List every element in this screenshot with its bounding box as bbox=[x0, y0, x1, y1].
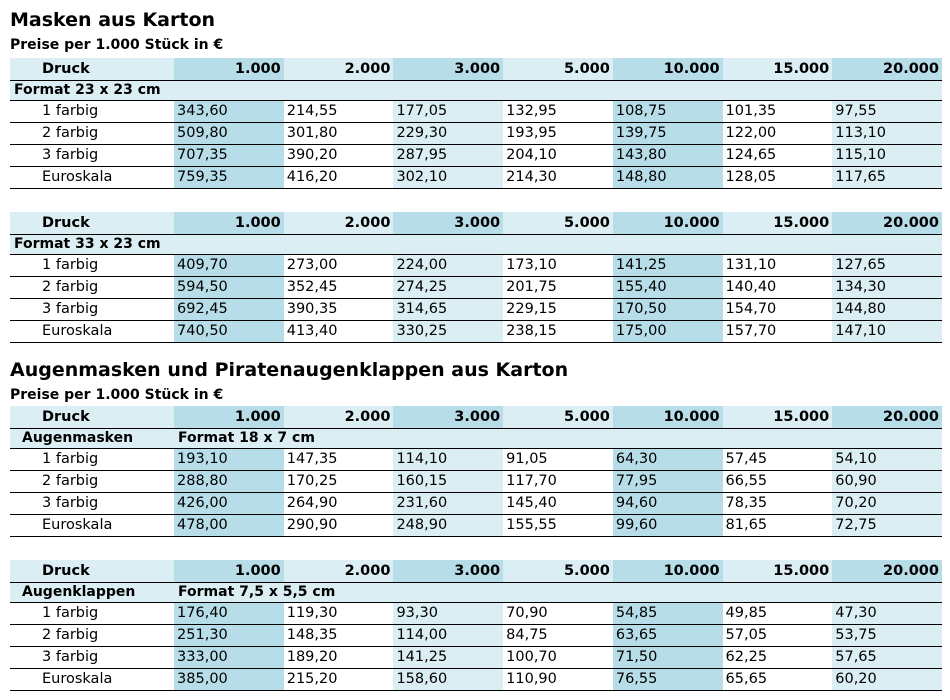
section-subtitle-eye-masks: Preise per 1.000 Stück in € bbox=[10, 387, 224, 403]
table-row bbox=[10, 492, 942, 514]
price-cell: 248,90 bbox=[393, 514, 503, 536]
price-cell: 110,90 bbox=[503, 668, 613, 690]
column-header-quantity: 2.000 bbox=[284, 58, 394, 80]
price-cell: 352,45 bbox=[284, 276, 394, 298]
column-header-quantity: 1.000 bbox=[174, 406, 284, 428]
column-header-quantity: 5.000 bbox=[503, 406, 613, 428]
column-header-quantity: 2.000 bbox=[284, 406, 394, 428]
price-cell: 189,20 bbox=[284, 646, 394, 668]
column-header-druck: Druck bbox=[10, 212, 174, 234]
price-cell: 147,10 bbox=[832, 320, 942, 342]
table-caption-row bbox=[10, 80, 942, 100]
price-cell: 390,35 bbox=[284, 298, 394, 320]
price-cell: 333,00 bbox=[174, 646, 284, 668]
price-cell: 99,60 bbox=[613, 514, 723, 536]
price-cell: 594,50 bbox=[174, 276, 284, 298]
price-cell: 57,65 bbox=[832, 646, 942, 668]
price-cell: 173,10 bbox=[503, 254, 613, 276]
column-header-quantity: 5.000 bbox=[503, 212, 613, 234]
price-table-23x23 bbox=[10, 58, 942, 189]
table-format-label: Format 18 x 7 cm bbox=[174, 428, 942, 448]
price-cell: 115,10 bbox=[832, 144, 942, 166]
column-header-quantity: 20.000 bbox=[832, 212, 942, 234]
table-row bbox=[10, 602, 942, 624]
table-caption-row bbox=[10, 428, 942, 448]
section-title-masks: Masken aus Karton bbox=[10, 9, 216, 31]
price-cell: 224,00 bbox=[393, 254, 503, 276]
price-cell: 70,90 bbox=[503, 602, 613, 624]
price-cell: 478,00 bbox=[174, 514, 284, 536]
price-cell: 72,75 bbox=[832, 514, 942, 536]
price-cell: 707,35 bbox=[174, 144, 284, 166]
column-header-quantity: 10.000 bbox=[613, 58, 723, 80]
price-cell: 57,05 bbox=[723, 624, 833, 646]
table-row bbox=[10, 166, 942, 188]
price-cell: 251,30 bbox=[174, 624, 284, 646]
price-cell: 93,30 bbox=[393, 602, 503, 624]
price-cell: 64,30 bbox=[613, 448, 723, 470]
price-cell: 274,25 bbox=[393, 276, 503, 298]
price-cell: 390,20 bbox=[284, 144, 394, 166]
price-cell: 100,70 bbox=[503, 646, 613, 668]
price-cell: 214,30 bbox=[503, 166, 613, 188]
price-cell: 287,95 bbox=[393, 144, 503, 166]
price-cell: 692,45 bbox=[174, 298, 284, 320]
column-header-quantity: 2.000 bbox=[284, 212, 394, 234]
price-cell: 108,75 bbox=[613, 100, 723, 122]
price-cell: 509,80 bbox=[174, 122, 284, 144]
section-subtitle-masks: Preise per 1.000 Stück in € bbox=[10, 37, 224, 53]
table-header-row bbox=[10, 406, 942, 428]
price-cell: 385,00 bbox=[174, 668, 284, 690]
price-cell: 215,20 bbox=[284, 668, 394, 690]
section-title-eye-masks: Augenmasken und Piratenaugenklappen aus Karton bbox=[10, 359, 569, 381]
column-header-druck: Druck bbox=[10, 406, 174, 428]
price-cell: 128,05 bbox=[723, 166, 833, 188]
price-cell: 143,80 bbox=[613, 144, 723, 166]
row-label: 3 farbig bbox=[10, 646, 174, 668]
table-row bbox=[10, 320, 942, 342]
price-cell: 76,55 bbox=[613, 668, 723, 690]
table-row bbox=[10, 448, 942, 470]
price-cell: 71,50 bbox=[613, 646, 723, 668]
row-label: 1 farbig bbox=[10, 254, 174, 276]
row-label: 3 farbig bbox=[10, 144, 174, 166]
column-header-quantity: 15.000 bbox=[723, 406, 833, 428]
price-cell: 141,25 bbox=[613, 254, 723, 276]
table-header-row bbox=[10, 212, 942, 234]
row-label: Euroskala bbox=[10, 320, 174, 342]
column-header-quantity: 1.000 bbox=[174, 58, 284, 80]
table-format-label: Format 7,5 x 5,5 cm bbox=[174, 582, 942, 602]
column-header-quantity: 20.000 bbox=[832, 58, 942, 80]
price-cell: 144,80 bbox=[832, 298, 942, 320]
column-header-quantity: 10.000 bbox=[613, 560, 723, 582]
price-cell: 97,55 bbox=[832, 100, 942, 122]
price-cell: 302,10 bbox=[393, 166, 503, 188]
price-cell: 264,90 bbox=[284, 492, 394, 514]
price-cell: 759,35 bbox=[174, 166, 284, 188]
price-cell: 70,20 bbox=[832, 492, 942, 514]
price-cell: 53,75 bbox=[832, 624, 942, 646]
price-cell: 148,35 bbox=[284, 624, 394, 646]
price-cell: 155,40 bbox=[613, 276, 723, 298]
table-row bbox=[10, 514, 942, 536]
row-label: 2 farbig bbox=[10, 276, 174, 298]
price-cell: 122,00 bbox=[723, 122, 833, 144]
price-cell: 124,65 bbox=[723, 144, 833, 166]
price-table-augenmasken bbox=[10, 406, 942, 537]
price-cell: 157,70 bbox=[723, 320, 833, 342]
price-cell: 204,10 bbox=[503, 144, 613, 166]
column-header-quantity: 15.000 bbox=[723, 212, 833, 234]
price-cell: 66,55 bbox=[723, 470, 833, 492]
column-header-quantity: 10.000 bbox=[613, 212, 723, 234]
row-label: 1 farbig bbox=[10, 602, 174, 624]
column-header-quantity: 2.000 bbox=[284, 560, 394, 582]
price-cell: 62,25 bbox=[723, 646, 833, 668]
table-group-label: Augenklappen bbox=[10, 582, 174, 602]
price-cell: 65,65 bbox=[723, 668, 833, 690]
price-cell: 49,85 bbox=[723, 602, 833, 624]
table-row bbox=[10, 298, 942, 320]
price-cell: 54,85 bbox=[613, 602, 723, 624]
table-format-label: Format 33 x 23 cm bbox=[10, 234, 942, 254]
table-row bbox=[10, 144, 942, 166]
price-cell: 119,30 bbox=[284, 602, 394, 624]
price-cell: 57,45 bbox=[723, 448, 833, 470]
price-cell: 175,00 bbox=[613, 320, 723, 342]
price-cell: 47,30 bbox=[832, 602, 942, 624]
price-cell: 148,80 bbox=[613, 166, 723, 188]
price-cell: 201,75 bbox=[503, 276, 613, 298]
price-cell: 740,50 bbox=[174, 320, 284, 342]
price-table-33x23 bbox=[10, 212, 942, 343]
price-cell: 91,05 bbox=[503, 448, 613, 470]
column-header-quantity: 1.000 bbox=[174, 560, 284, 582]
row-label: Euroskala bbox=[10, 668, 174, 690]
row-label: 1 farbig bbox=[10, 100, 174, 122]
price-cell: 301,80 bbox=[284, 122, 394, 144]
column-header-quantity: 3.000 bbox=[393, 406, 503, 428]
column-header-quantity: 3.000 bbox=[393, 560, 503, 582]
table-format-label: Format 23 x 23 cm bbox=[10, 80, 942, 100]
row-label: 3 farbig bbox=[10, 492, 174, 514]
price-cell: 114,00 bbox=[393, 624, 503, 646]
price-cell: 288,80 bbox=[174, 470, 284, 492]
table-row bbox=[10, 470, 942, 492]
row-label: 1 farbig bbox=[10, 448, 174, 470]
price-cell: 170,25 bbox=[284, 470, 394, 492]
price-cell: 155,55 bbox=[503, 514, 613, 536]
column-header-quantity: 1.000 bbox=[174, 212, 284, 234]
price-cell: 193,10 bbox=[174, 448, 284, 470]
price-cell: 290,90 bbox=[284, 514, 394, 536]
column-header-quantity: 5.000 bbox=[503, 58, 613, 80]
column-header-quantity: 3.000 bbox=[393, 212, 503, 234]
price-cell: 141,25 bbox=[393, 646, 503, 668]
price-cell: 60,90 bbox=[832, 470, 942, 492]
table-row bbox=[10, 624, 942, 646]
table-row bbox=[10, 646, 942, 668]
price-cell: 113,10 bbox=[832, 122, 942, 144]
price-cell: 77,95 bbox=[613, 470, 723, 492]
table-row bbox=[10, 122, 942, 144]
price-cell: 330,25 bbox=[393, 320, 503, 342]
column-header-druck: Druck bbox=[10, 560, 174, 582]
column-header-quantity: 3.000 bbox=[393, 58, 503, 80]
row-label: 3 farbig bbox=[10, 298, 174, 320]
price-cell: 117,65 bbox=[832, 166, 942, 188]
table-group-label: Augenmasken bbox=[10, 428, 174, 448]
price-cell: 416,20 bbox=[284, 166, 394, 188]
price-cell: 160,15 bbox=[393, 470, 503, 492]
column-header-quantity: 10.000 bbox=[613, 406, 723, 428]
price-cell: 229,15 bbox=[503, 298, 613, 320]
price-cell: 114,10 bbox=[393, 448, 503, 470]
column-header-quantity: 15.000 bbox=[723, 560, 833, 582]
row-label: 2 farbig bbox=[10, 470, 174, 492]
price-cell: 54,10 bbox=[832, 448, 942, 470]
price-cell: 231,60 bbox=[393, 492, 503, 514]
price-cell: 426,00 bbox=[174, 492, 284, 514]
price-cell: 140,40 bbox=[723, 276, 833, 298]
price-cell: 154,70 bbox=[723, 298, 833, 320]
price-cell: 132,95 bbox=[503, 100, 613, 122]
price-table-augenklappen bbox=[10, 560, 942, 691]
price-cell: 134,30 bbox=[832, 276, 942, 298]
price-cell: 177,05 bbox=[393, 100, 503, 122]
column-header-quantity: 5.000 bbox=[503, 560, 613, 582]
row-label: Euroskala bbox=[10, 166, 174, 188]
price-cell: 147,35 bbox=[284, 448, 394, 470]
price-cell: 63,65 bbox=[613, 624, 723, 646]
price-cell: 229,30 bbox=[393, 122, 503, 144]
table-caption-row bbox=[10, 582, 942, 602]
column-header-quantity: 20.000 bbox=[832, 406, 942, 428]
column-header-quantity: 15.000 bbox=[723, 58, 833, 80]
price-cell: 94,60 bbox=[613, 492, 723, 514]
table-row bbox=[10, 100, 942, 122]
price-cell: 101,35 bbox=[723, 100, 833, 122]
table-row bbox=[10, 276, 942, 298]
table-header-row bbox=[10, 560, 942, 582]
price-cell: 84,75 bbox=[503, 624, 613, 646]
price-cell: 176,40 bbox=[174, 602, 284, 624]
price-cell: 170,50 bbox=[613, 298, 723, 320]
price-cell: 343,60 bbox=[174, 100, 284, 122]
table-caption-row bbox=[10, 234, 942, 254]
price-cell: 127,65 bbox=[832, 254, 942, 276]
price-cell: 60,20 bbox=[832, 668, 942, 690]
price-cell: 273,00 bbox=[284, 254, 394, 276]
price-cell: 158,60 bbox=[393, 668, 503, 690]
row-label: Euroskala bbox=[10, 514, 174, 536]
table-row bbox=[10, 668, 942, 690]
price-cell: 214,55 bbox=[284, 100, 394, 122]
price-cell: 131,10 bbox=[723, 254, 833, 276]
price-cell: 81,65 bbox=[723, 514, 833, 536]
price-cell: 145,40 bbox=[503, 492, 613, 514]
table-row bbox=[10, 254, 942, 276]
row-label: 2 farbig bbox=[10, 122, 174, 144]
price-cell: 117,70 bbox=[503, 470, 613, 492]
price-cell: 413,40 bbox=[284, 320, 394, 342]
column-header-quantity: 20.000 bbox=[832, 560, 942, 582]
price-cell: 409,70 bbox=[174, 254, 284, 276]
row-label: 2 farbig bbox=[10, 624, 174, 646]
price-cell: 139,75 bbox=[613, 122, 723, 144]
price-cell: 78,35 bbox=[723, 492, 833, 514]
price-cell: 238,15 bbox=[503, 320, 613, 342]
table-header-row bbox=[10, 58, 942, 80]
column-header-druck: Druck bbox=[10, 58, 174, 80]
price-cell: 314,65 bbox=[393, 298, 503, 320]
price-cell: 193,95 bbox=[503, 122, 613, 144]
